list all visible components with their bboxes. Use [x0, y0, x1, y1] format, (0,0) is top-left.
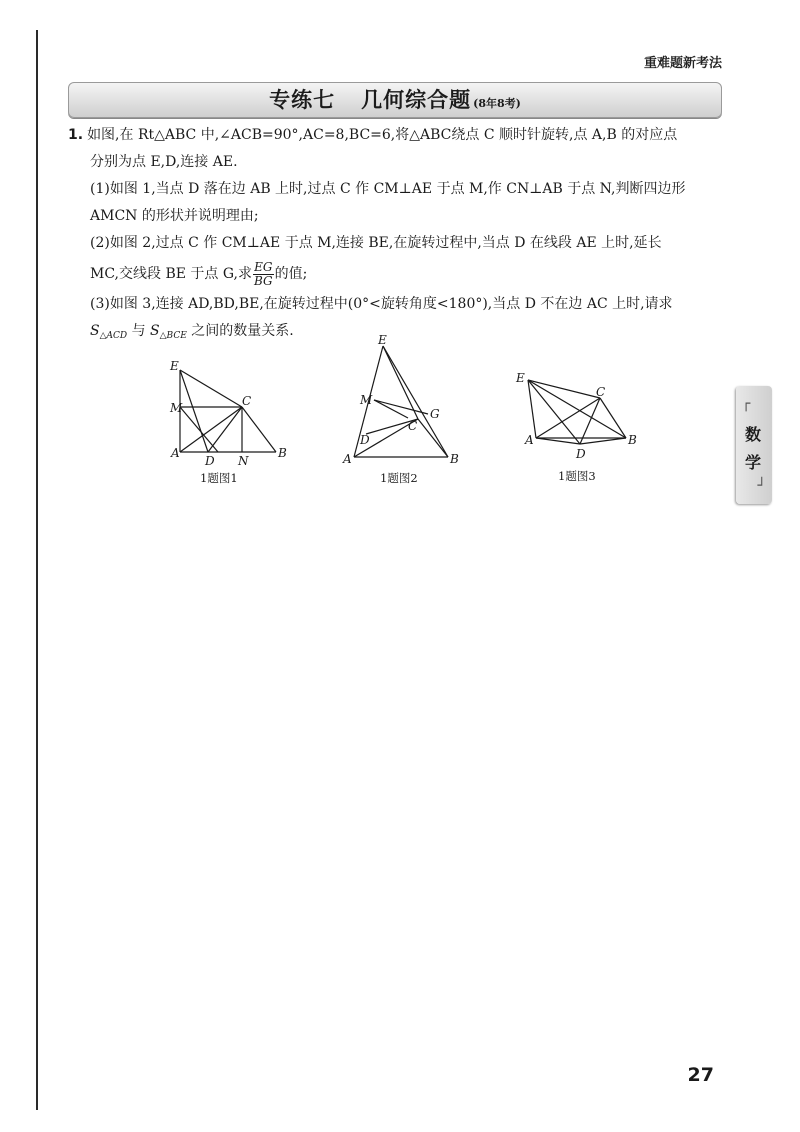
fig3-caption: 1题图3 — [558, 469, 596, 483]
fig1-label-n: N — [238, 454, 249, 468]
fig2-label-e: E — [378, 333, 387, 347]
fig2-label-a: A — [343, 452, 352, 466]
series-header: 重难题新考法 — [643, 56, 722, 71]
part2-line1: (2)如图 2,过点 C 作 CM⊥AE 于点 M,连接 BE,在旋转过程中,当点 D 在线段 AE 上时,延长 — [90, 235, 662, 251]
fig2-segment-cb — [418, 419, 448, 457]
fig1-segment-ac — [180, 407, 242, 452]
fig3-segment-eb — [528, 380, 626, 438]
fraction-numerator: EG — [254, 259, 273, 274]
figure-1 — [180, 370, 276, 452]
part2-line2-pre: MC,交线段 BE 于点 G,求 — [90, 266, 252, 282]
page-number: 27 — [687, 1064, 714, 1086]
question-stem-line1: 如图,在 Rt△ABC 中,∠ACB=90°,AC=8,BC=6,将△ABC绕点 C 顺时针旋转,点 A,B 的对应点 — [87, 127, 678, 143]
question-number: 1. — [68, 127, 84, 143]
fig1-segment-cd — [208, 407, 242, 452]
fig3-segment-db — [580, 438, 626, 444]
part3-line2-post: 之间的数量关系. — [186, 323, 294, 339]
fig1-label-c: C — [242, 394, 252, 408]
geometry-figures — [168, 330, 648, 490]
fig3-segment-cb — [600, 398, 626, 438]
fig3-segment-ec — [528, 380, 600, 398]
binding-line — [36, 30, 38, 1110]
area-s-acd-subscript: △ACD — [99, 331, 128, 341]
fig1-label-b: B — [278, 446, 287, 460]
fig3-label-d: D — [576, 447, 586, 461]
section-title-number: 专练七 — [269, 88, 336, 112]
part3-connector: 与 — [127, 323, 151, 339]
area-s-bce: S — [150, 323, 160, 339]
fig1-segment-ec — [180, 370, 242, 407]
fig2-segment-mg — [374, 400, 428, 414]
fig2-segment-eb — [383, 346, 448, 457]
fig1-label-e: E — [170, 359, 179, 373]
fig2-segment-m-inner — [374, 400, 408, 418]
fig1-segment-cb — [242, 407, 276, 452]
fig2-label-m: M — [360, 393, 373, 407]
fig3-label-e: E — [516, 371, 525, 385]
area-s-acd: S — [90, 323, 100, 339]
subject-char-1: 数 — [745, 425, 762, 444]
fig3-segment-ad — [536, 438, 580, 444]
subject-side-tab — [736, 386, 772, 504]
fig2-label-d: D — [360, 433, 370, 447]
part2-line2-post: 的值; — [274, 266, 308, 282]
fig3-label-b: B — [628, 433, 637, 447]
part2-line2 — [68, 257, 728, 291]
tab-bracket-top: ┌ — [742, 396, 751, 412]
subject-char-2: 学 — [745, 453, 762, 472]
section-title-topic: 几何综合题 — [361, 88, 472, 112]
figure-3 — [528, 380, 626, 444]
part1-line1: (1)如图 1,当点 D 落在边 AB 上时,过点 C 作 CM⊥AE 于点 M,作 CN⊥AB 于点 N,判断四边形 — [90, 181, 686, 197]
section-title-bar — [68, 82, 722, 118]
question-stem-line2: 分别为点 E,D,连接 AE. — [90, 154, 238, 170]
area-s-bce-subscript: △BCE — [159, 331, 187, 341]
fig1-segment-md — [180, 407, 218, 452]
part1-line2: AMCN 的形状并说明理由; — [90, 208, 259, 224]
figures-row — [168, 330, 648, 490]
fig1-label-a: A — [171, 446, 180, 460]
section-title-subtitle: (8年8考) — [473, 97, 521, 110]
fig1-caption: 1题图1 — [200, 471, 238, 485]
fig1-segment-ed — [180, 370, 208, 452]
tab-bracket-bottom: ┘ — [757, 478, 766, 494]
fig2-label-c: C — [408, 419, 418, 433]
part3-line1: (3)如图 3,连接 AD,BD,BE,在旋转过程中(0°<旋转角度<180°),当点 D 不在边 AC 上时,请求 — [90, 296, 673, 312]
fraction-eg-bg — [253, 261, 274, 288]
fig1-label-m: M — [170, 401, 183, 415]
fig2-label-g: G — [430, 407, 440, 421]
fig3-label-a: A — [525, 433, 534, 447]
fig2-caption: 1题图2 — [380, 471, 418, 485]
fig1-label-d: D — [205, 454, 215, 468]
question-block — [68, 122, 728, 350]
fig3-label-c: C — [596, 385, 606, 399]
fig2-label-b: B — [450, 452, 459, 466]
fraction-denominator: BG — [254, 273, 273, 288]
